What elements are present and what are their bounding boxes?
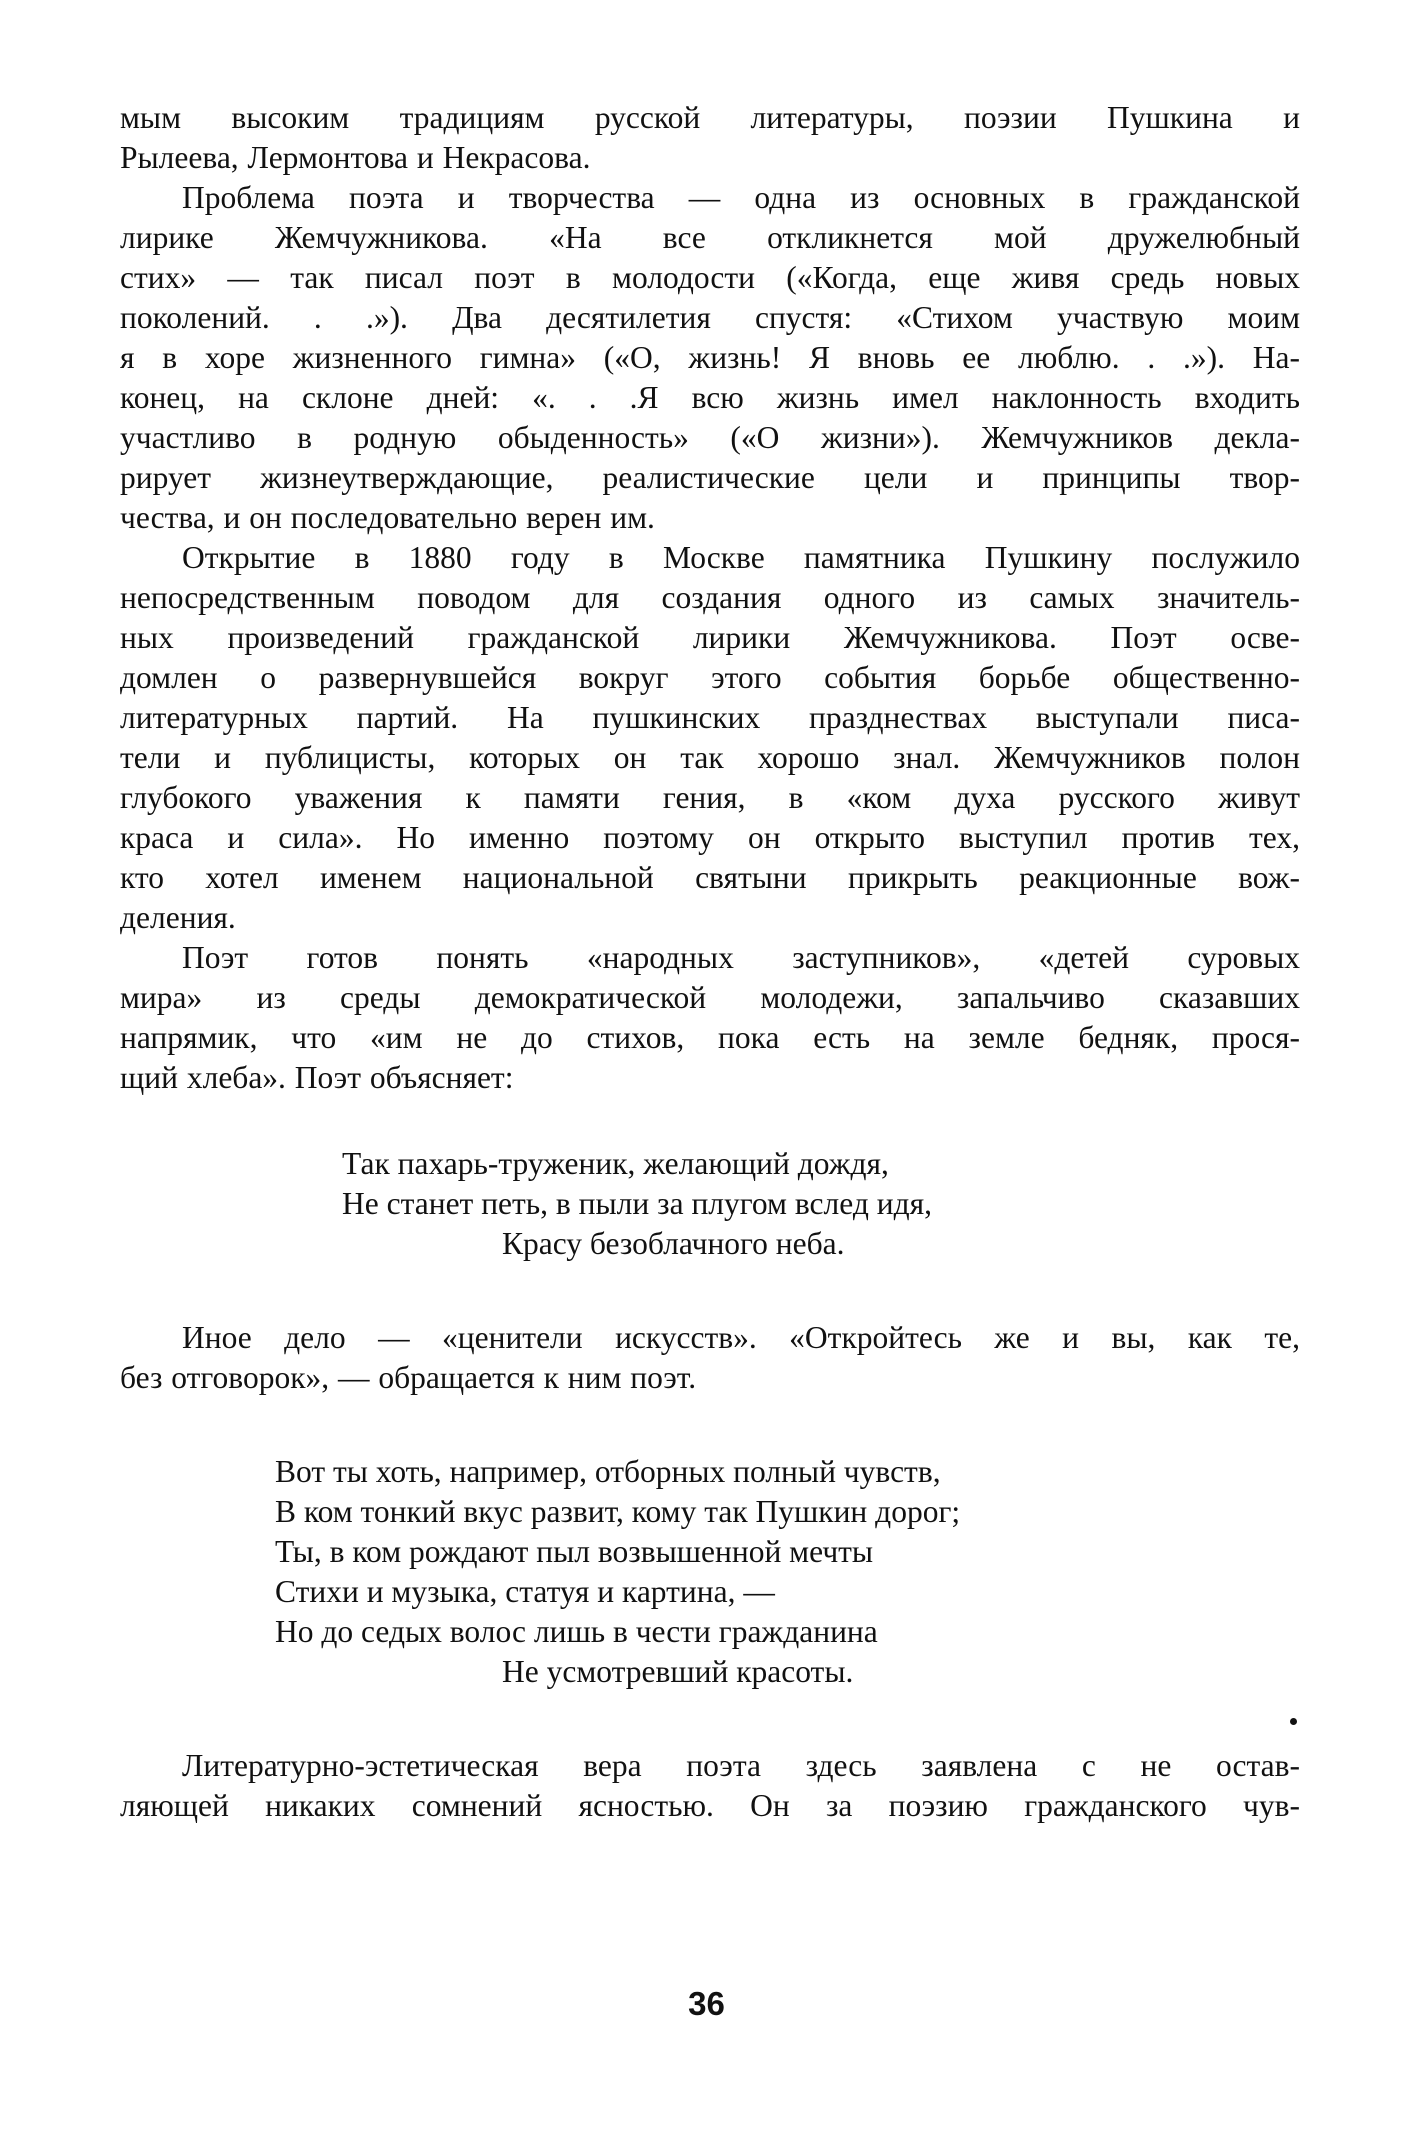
verse-line: Так пахарь-труженик, желающий дождя, <box>342 1146 889 1181</box>
verse-line: Не станет петь, в пыли за плугом вслед идя, <box>342 1186 932 1221</box>
verse-line: Не усмотревший красоты. <box>502 1654 854 1689</box>
spacer <box>120 1264 1300 1318</box>
text-line: щий хлеба». Поэт объясняет: <box>120 1060 514 1095</box>
spacer <box>120 1098 1300 1144</box>
verse-line: В ком тонкий вкус развит, кому так Пушкин дорог; <box>275 1494 961 1529</box>
text-line: мира» из среды демократической молодежи, запальчиво сказавших <box>120 980 1300 1015</box>
text-line: стих» — так писал поэт в молодости («Когда, еще живя средь новых <box>120 260 1300 295</box>
text-line: литературных партий. На пушкинских празднествах выступали писа- <box>120 700 1300 735</box>
text-line: ных произведений гражданской лирики Жемчужникова. Поэт осве- <box>120 620 1300 655</box>
text-line: Иное дело — «ценители искусств». «Откройтесь же и вы, как те, <box>182 1320 1300 1355</box>
text-line: конец, на склоне дней: «. . .Я всю жизнь имел наклонность входить <box>120 380 1300 415</box>
text-line: Проблема поэта и творчества — одна из основных в гражданской <box>182 180 1300 215</box>
text-line: домлен о развернувшейся вокруг этого события борьбе общественно- <box>120 660 1300 695</box>
verse-line: Но до седых волос лишь в чести гражданина <box>275 1614 878 1649</box>
text-line: Рылеева, Лермонтова и Некрасова. <box>120 140 591 175</box>
text-line: кто хотел именем национальной святыни прикрыть реакционные вож- <box>120 860 1300 895</box>
book-page <box>120 98 1300 2058</box>
verse-line: Вот ты хоть, например, отборных полный чувств, <box>275 1454 941 1489</box>
page-number: 36 <box>688 1985 725 2022</box>
text-line: я в хоре жизненного гимна» («О, жизнь! Я вновь ее люблю. . .»). На- <box>120 340 1300 375</box>
verse-line: Ты, в ком рождают пыл возвышенной мечты <box>275 1534 874 1569</box>
paragraph <box>120 538 1300 938</box>
text-line: тели и публицисты, которых он так хорошо знал. Жемчужников полон <box>120 740 1300 775</box>
text-line: Литературно-эстетическая вера поэта здесь заявлена с не остав- <box>182 1748 1300 1783</box>
spacer <box>120 1692 1300 1746</box>
text-line: без отговорок», — обращается к ним поэт. <box>120 1360 697 1395</box>
verse-line: Стихи и музыка, статуя и картина, — <box>275 1574 775 1609</box>
text-line: глубокого уважения к памяти гения, в «ком духа русского живут <box>120 780 1300 815</box>
spacer <box>120 1398 1300 1452</box>
verse-quote <box>120 1144 1300 1264</box>
paragraph <box>120 1318 1300 1398</box>
text-line: деления. <box>120 900 236 935</box>
paragraph <box>120 938 1300 1098</box>
verse-line: Красу безоблачного неба. <box>502 1226 845 1261</box>
text-line: поколений. . .»). Два десятилетия спустя: «Стихом участвую моим <box>120 300 1300 335</box>
verse-quote <box>120 1452 1300 1692</box>
text-line: мым высоким традициям русской литературы, поэзии Пушкина и <box>120 100 1300 135</box>
text-line: краса и сила». Но именно поэтому он открыто выступил против тех, <box>120 820 1300 855</box>
paragraph <box>120 98 1300 178</box>
text-line: чества, и он последовательно верен им. <box>120 500 655 535</box>
text-line: рирует жизнеутверждающие, реалистические цели и принципы твор- <box>120 460 1300 495</box>
text-line: Поэт готов понять «народных заступников», «детей суровых <box>182 940 1300 975</box>
text-line: напрямик, что «им не до стихов, пока есть на земле бедняк, прося- <box>120 1020 1300 1055</box>
paragraph <box>120 1746 1300 1826</box>
text-line: Открытие в 1880 году в Москве памятника Пушкину послужило <box>182 540 1300 575</box>
text-line: ляющей никаких сомнений ясностью. Он за поэзию гражданского чув- <box>120 1788 1300 1823</box>
text-line: непосредственным поводом для создания одного из самых значитель- <box>120 580 1300 615</box>
ink-dot <box>1290 1718 1297 1725</box>
paragraph <box>120 178 1300 538</box>
text-line: участливо в родную обыденность» («О жизни»). Жемчужников декла- <box>120 420 1300 455</box>
text-line: лирике Жемчужникова. «На все откликнется мой дружелюбный <box>120 220 1300 255</box>
